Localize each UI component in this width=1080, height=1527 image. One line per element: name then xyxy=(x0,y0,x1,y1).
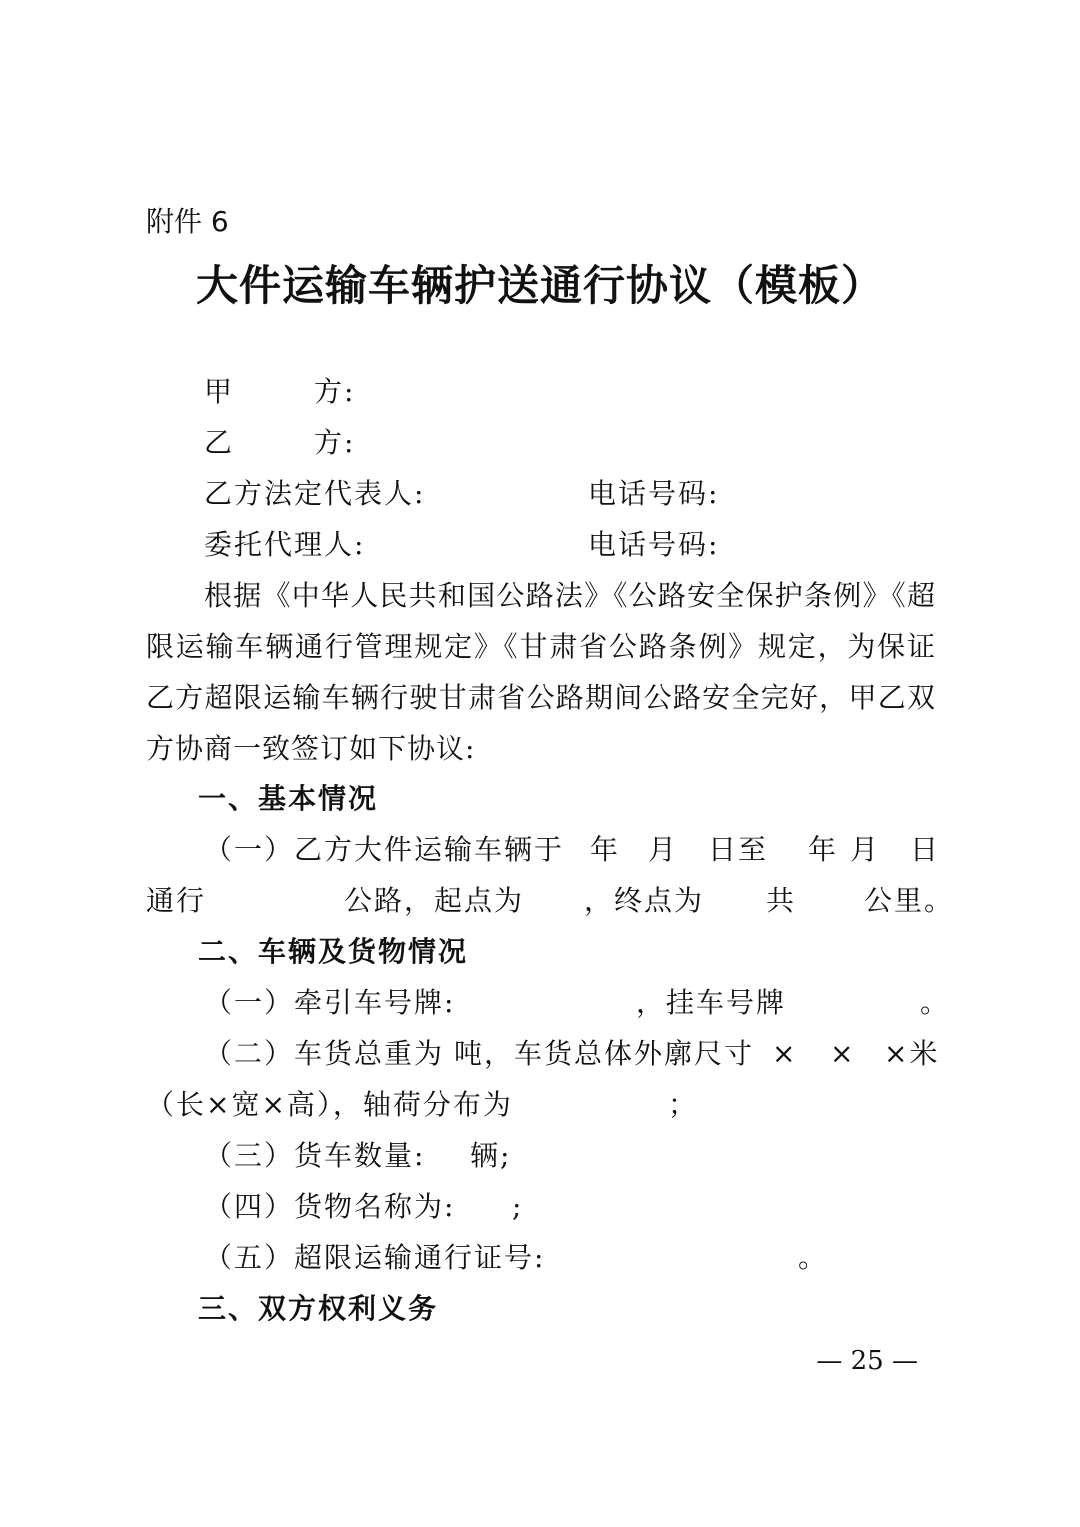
s1-item1-l2-d: 共 xyxy=(766,884,797,917)
section1-heading: 一、基本情况 xyxy=(198,782,379,815)
page-number: — 25 — xyxy=(816,1346,918,1376)
s2-item2-x2: × xyxy=(830,1037,856,1070)
legal-rep-label: 乙方法定代表人: xyxy=(204,477,426,510)
s2-item2-label: （二）车货总重为 xyxy=(204,1037,445,1070)
document-title: 大件运输车辆护送通行协议（模板） xyxy=(195,261,884,310)
s1-item1-l2-a: 通行 xyxy=(146,884,207,917)
s1-item1-year1: 年 xyxy=(590,833,621,866)
agent-label: 委托代理人: xyxy=(204,528,366,561)
s2-item1-label: （一）牵引车号牌: xyxy=(204,986,456,1019)
s2-item2-x1: × xyxy=(772,1037,798,1070)
section2-heading: 二、车辆及货物情况 xyxy=(198,935,469,968)
s2-item1-trailer: ，挂车号牌 xyxy=(636,986,787,1019)
s1-item1-day1: 日至 xyxy=(708,833,769,866)
s2-item3-unit: 辆; xyxy=(470,1139,512,1172)
s2-item3-label: （三）货车数量: xyxy=(204,1139,426,1172)
s1-item1-l2-e: 公里。 xyxy=(864,884,955,917)
s2-item4-label: （四）货物名称为: xyxy=(204,1190,456,1223)
s2-item2-ton: 吨，车货总体外廓尺寸 xyxy=(454,1037,755,1070)
attachment-label: 附件 6 xyxy=(146,205,229,238)
legal-rep-phone-label: 电话号码: xyxy=(588,477,720,510)
s1-item1-year2: 年 xyxy=(808,833,839,866)
party-b-suffix: 方: xyxy=(314,426,356,459)
s1-item1-day2: 日 xyxy=(910,833,941,866)
s2-item1-end: 。 xyxy=(920,986,951,1019)
s1-item1-month2: 月 xyxy=(850,833,881,866)
section3-heading: 三、双方权利义务 xyxy=(198,1292,439,1325)
party-a-label: 甲 xyxy=(204,375,235,408)
s1-item1-l2-b: 公路，起点为 xyxy=(344,884,525,917)
s2-item4-end: ; xyxy=(512,1190,524,1223)
s2-item2-l2-a: （长×宽×高），轴荷分布为 xyxy=(146,1088,513,1121)
s2-item2-l2-end: ； xyxy=(668,1088,699,1121)
s1-item1-month1: 月 xyxy=(648,833,679,866)
s1-item1-prefix: （一）乙方大件运输车辆于 xyxy=(204,833,565,866)
party-a-suffix: 方: xyxy=(314,375,356,408)
agent-phone-label: 电话号码: xyxy=(588,528,720,561)
s2-item5-end: 。 xyxy=(798,1241,829,1274)
intro-paragraph: 根据《中华人民共和国公路法》《公路安全保护条例》《超限运输车辆通行管理规定》《甘肃省公路条例》规定，为保证乙方超限运输车辆行驶甘肃省公路期间公路安全完好，甲乙双方协商一致签订如下协议: xyxy=(146,579,936,765)
s1-item1-l2-c: ，终点为 xyxy=(584,884,705,917)
s2-item5-label: （五）超限运输通行证号: xyxy=(204,1241,546,1274)
s2-item2-x3: ×米 xyxy=(884,1037,940,1070)
party-b-label: 乙 xyxy=(204,426,235,459)
